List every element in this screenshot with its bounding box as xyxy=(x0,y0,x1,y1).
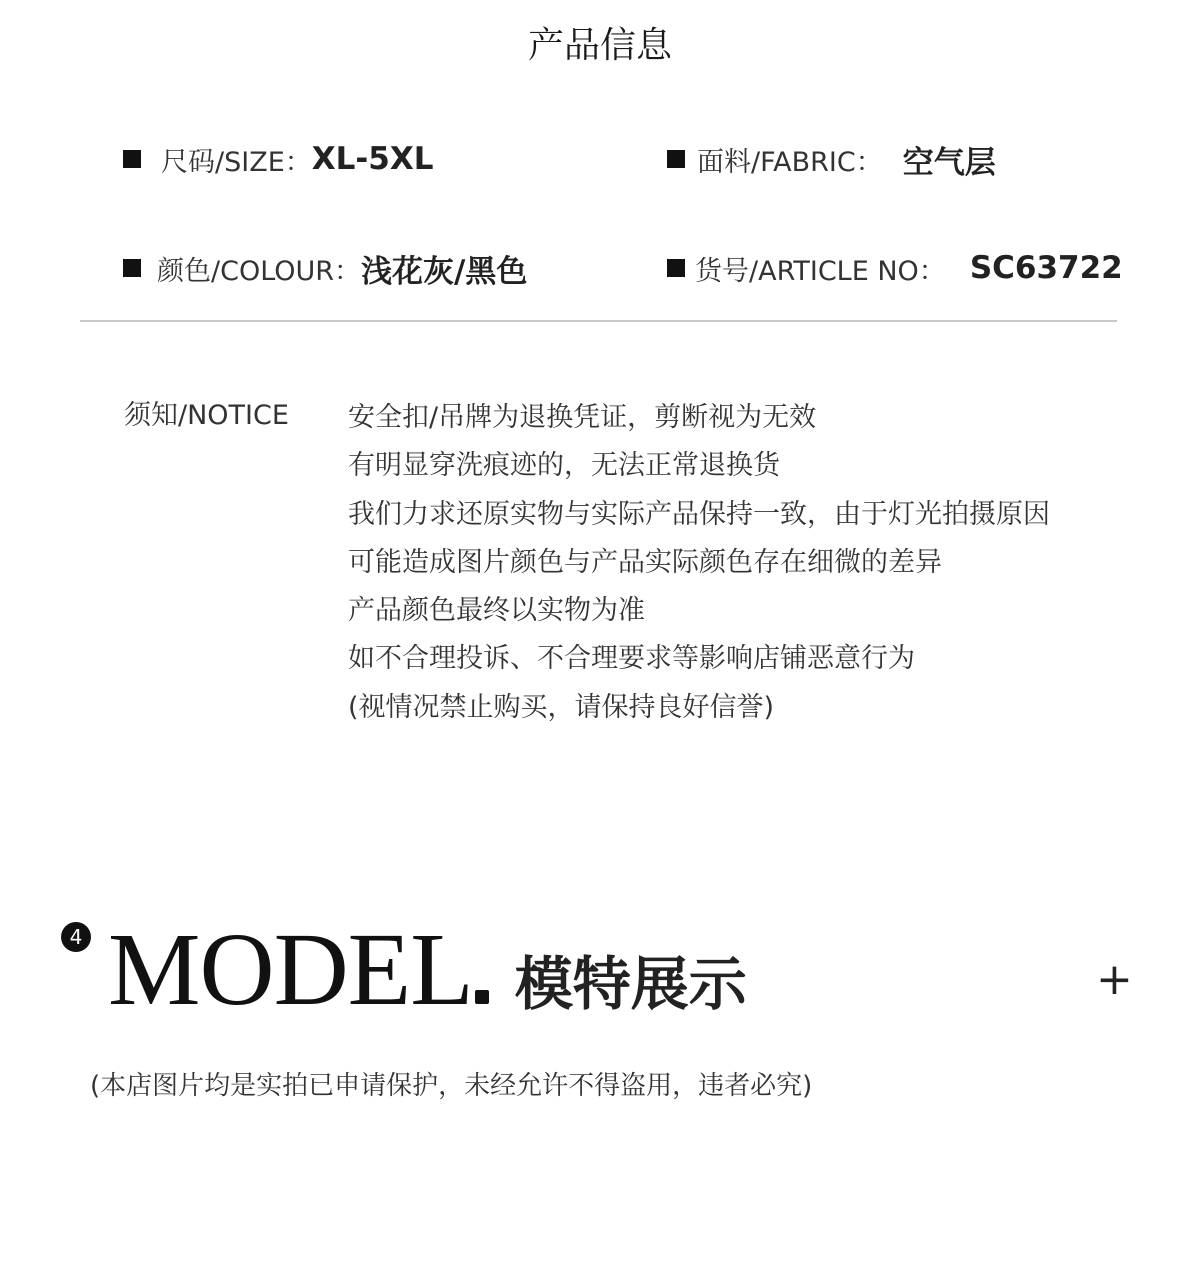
section-divider xyxy=(80,320,1117,322)
notice-line: (视情况禁止购买，请保持良好信誉) xyxy=(348,691,775,723)
page-title: 产品信息 xyxy=(527,25,672,66)
bullet-square-icon xyxy=(123,150,141,168)
spec-fabric-label: 面料/FABRIC： xyxy=(697,146,883,178)
notice-line: 安全扣/吊牌为退换凭证，剪断视为无效 xyxy=(348,402,817,433)
spec-colour-label: 颜色/COLOUR： xyxy=(157,255,362,287)
spec-article-label: 货号/ARTICLE NO： xyxy=(695,255,946,287)
spec-size-value: XL-5XL xyxy=(311,141,434,177)
model-title-en: MODEL xyxy=(108,912,473,1027)
model-title-dot xyxy=(475,990,489,1004)
spec-colour-value: 浅花灰/黑色 xyxy=(361,253,528,290)
spec-article xyxy=(667,248,1123,288)
spec-size-label: 尺码/SIZE： xyxy=(161,146,312,178)
notice-list xyxy=(348,394,1050,732)
notice-line: 有明显穿洗痕迹的，无法正常退换货 xyxy=(348,450,780,482)
notice-label: 须知/NOTICE xyxy=(124,400,289,431)
notice-line: 可能造成图片颜色与产品实际颜色存在细微的差异 xyxy=(348,546,942,578)
spec-colour xyxy=(123,248,527,288)
notice-line: 产品颜色最终以实物为准 xyxy=(348,595,645,627)
notice-line: 如不合理投诉、不合理要求等影响店铺恶意行为 xyxy=(348,643,915,675)
spec-size xyxy=(123,139,434,179)
model-section-title xyxy=(108,912,747,1027)
plus-icon: + xyxy=(1096,954,1133,1005)
notice-line: 我们力求还原实物与实际产品保持一致，由于灯光拍摄原因 xyxy=(348,498,1050,530)
section-number-badge: 4 xyxy=(61,922,91,952)
spec-article-value: SC63722 xyxy=(969,250,1123,286)
spec-fabric xyxy=(667,139,996,179)
bullet-square-icon xyxy=(667,150,685,168)
bullet-square-icon xyxy=(123,259,141,277)
copyright-notice: (本店图片均是实拍已申请保护，未经允许不得盗用，违者必究) xyxy=(90,1071,813,1101)
bullet-square-icon xyxy=(667,259,685,277)
model-title-cn: 模特展示 xyxy=(514,950,747,1018)
spec-fabric-value: 空气层 xyxy=(902,144,996,181)
